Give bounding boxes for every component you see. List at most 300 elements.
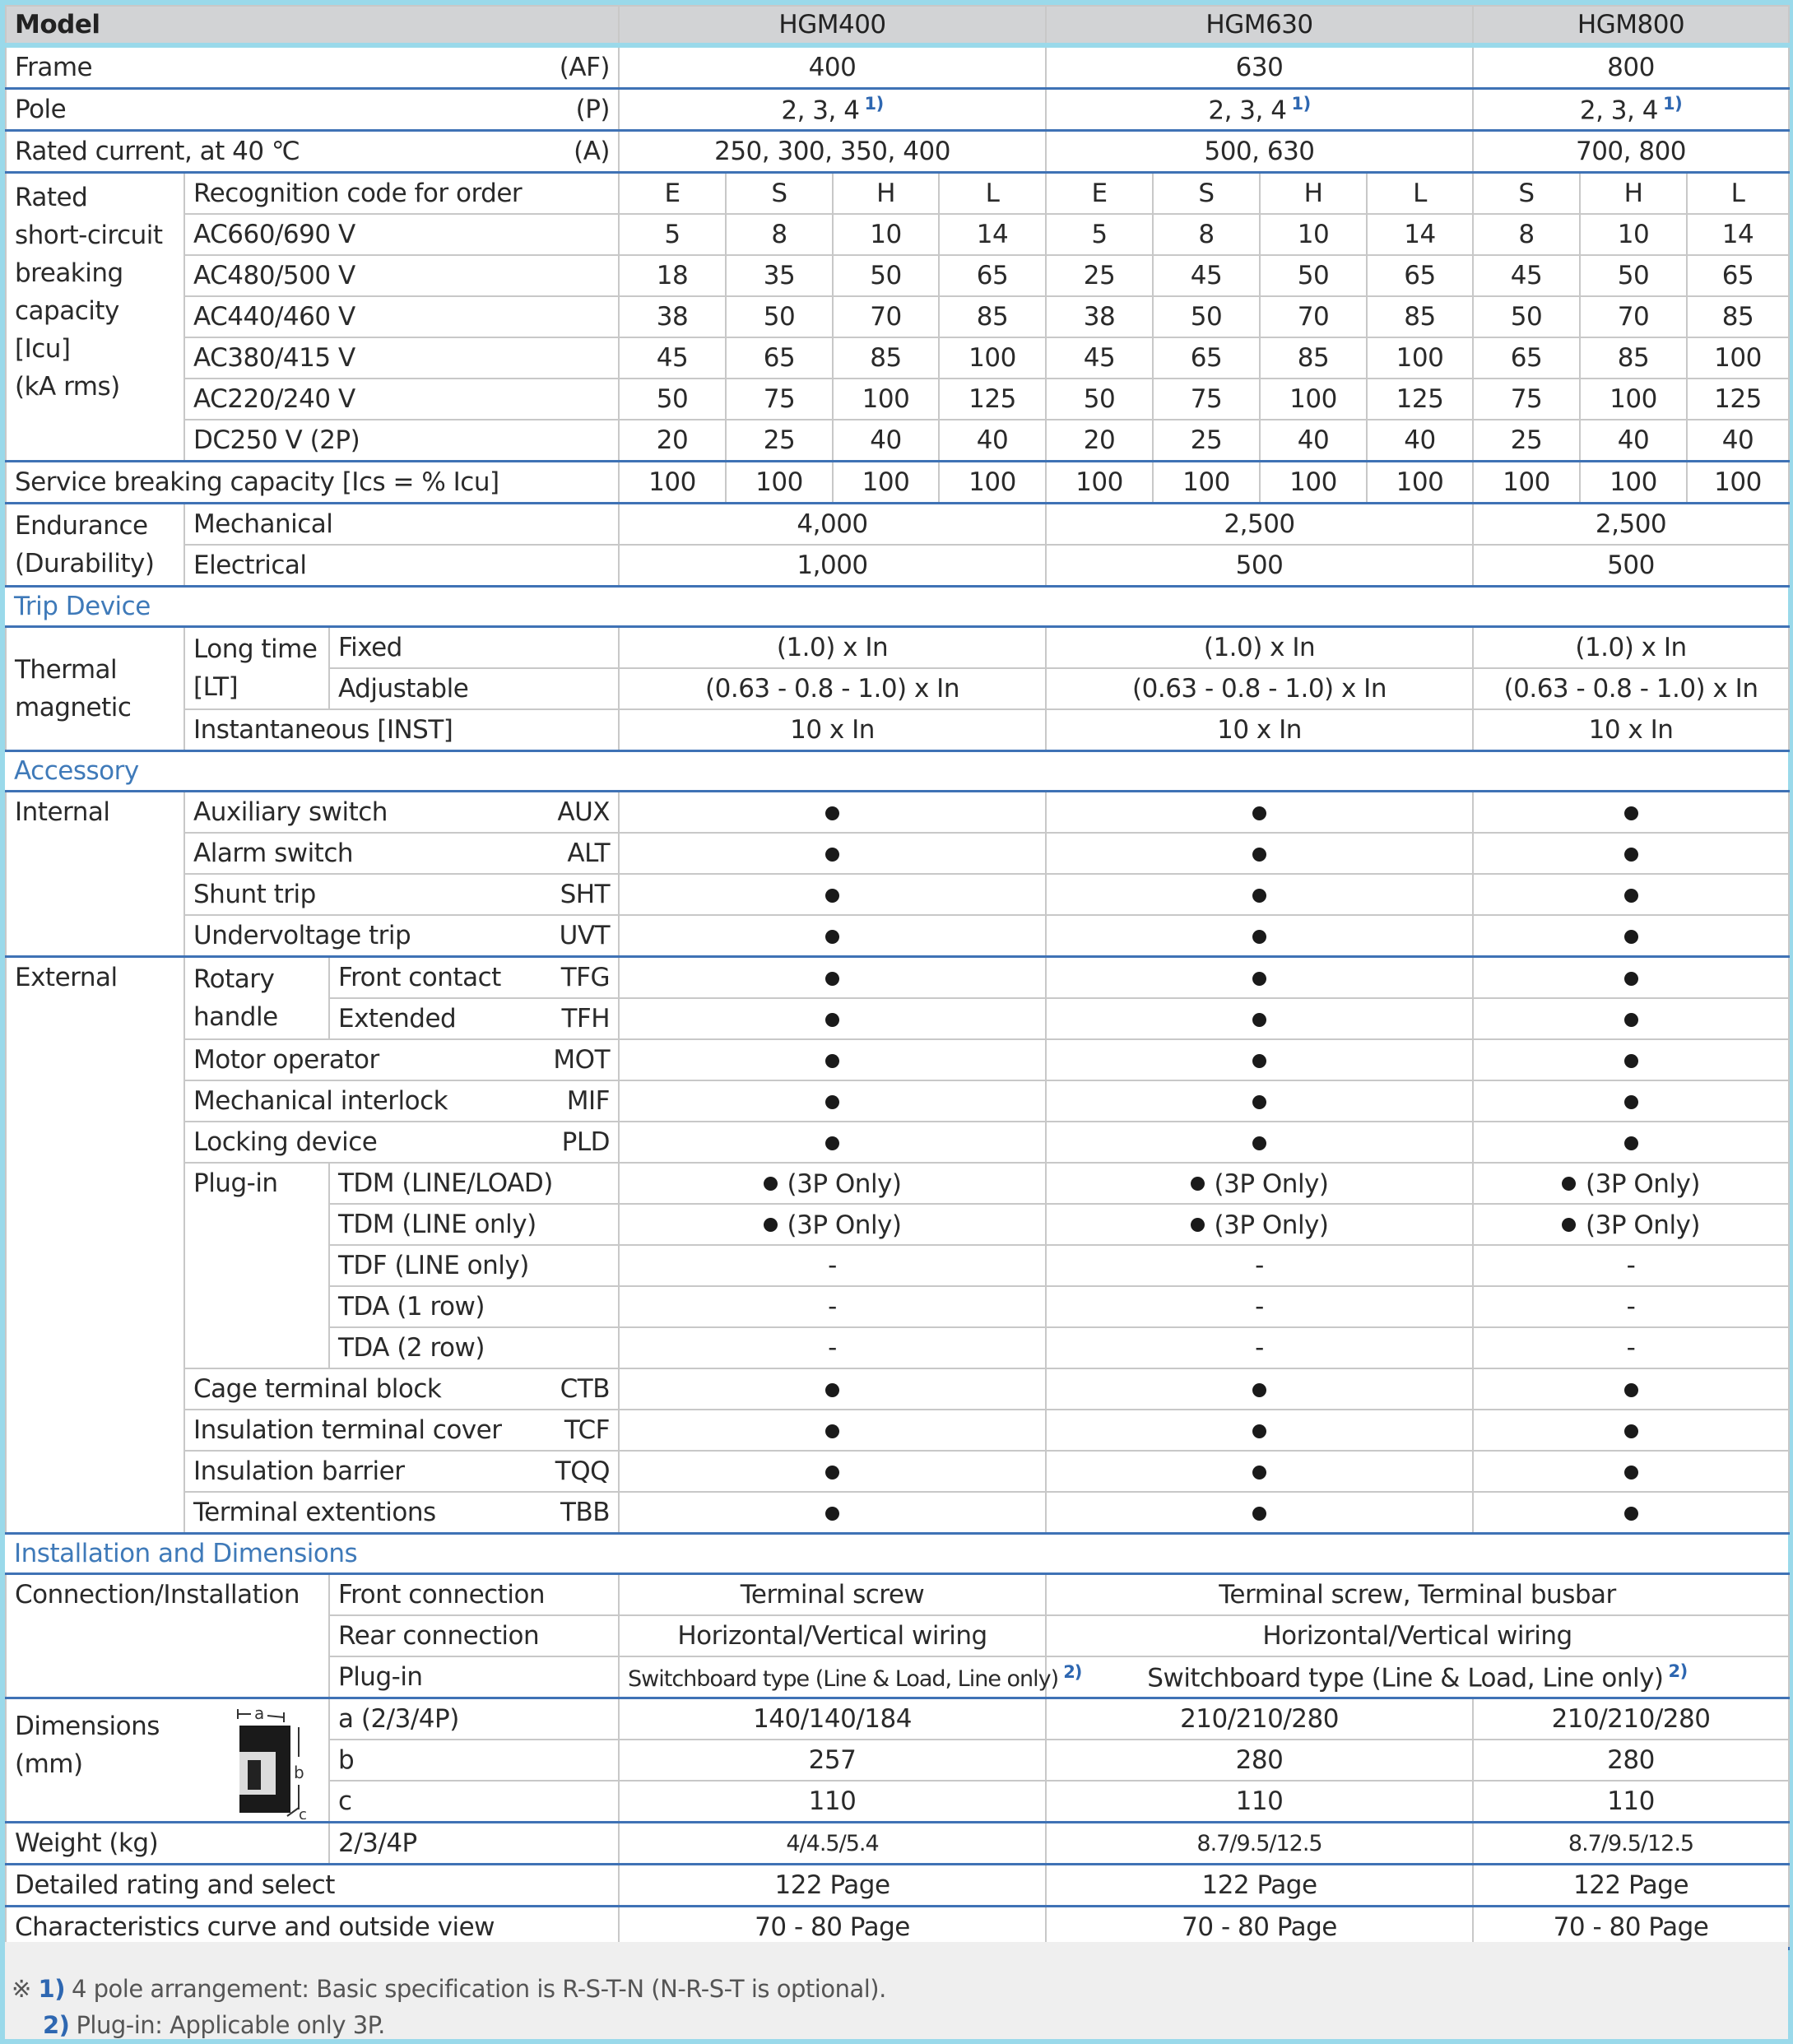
available-mark [619, 1368, 1046, 1410]
dim-a-hgm800: 210/210/280 [1473, 1698, 1789, 1740]
plugin-item-label: TDF (LINE only) [329, 1245, 619, 1286]
plugin-item-label: TDM (LINE/LOAD) [329, 1163, 619, 1204]
available-mark [1046, 1451, 1473, 1492]
accessory-row [6, 1368, 1789, 1410]
available-mark [1046, 792, 1473, 834]
voltage-label: AC220/240 V [184, 379, 619, 420]
filled-dot-icon [1624, 1424, 1638, 1438]
detailed-hgm630[interactable]: 122 Page [1046, 1865, 1473, 1907]
rated-current-hgm400: 250, 300, 350, 400 [619, 131, 1046, 173]
rated-current-unit: (A) [574, 137, 611, 166]
accessory-label: Mechanical interlock [193, 1086, 448, 1116]
dim-a-label: a (2/3/4P) [329, 1698, 619, 1740]
code-cell: S [1473, 173, 1580, 215]
filled-dot-icon [1624, 1383, 1638, 1397]
available-mark [619, 1492, 1046, 1534]
available-mark [1473, 998, 1789, 1039]
plugin-note: (3P Only) [1214, 1210, 1329, 1240]
icu-cell: 65 [1367, 255, 1473, 296]
code-cell: L [1367, 173, 1473, 215]
plugin-accessory-row [6, 1163, 1789, 1204]
code-cell: E [619, 173, 726, 215]
rated-current-hgm630: 500, 630 [1046, 131, 1473, 173]
detailed-hgm400[interactable]: 122 Page [619, 1865, 1046, 1907]
filled-dot-icon [825, 930, 839, 944]
accessory-code: TFH [561, 1004, 611, 1034]
breaking-row [6, 337, 1789, 379]
electrical-label: Electrical [184, 545, 619, 587]
icu-cell: 100 [939, 337, 1046, 379]
accessory-row [6, 1410, 1789, 1451]
weight-row [6, 1823, 1789, 1865]
rear-label: Rear connection [329, 1615, 619, 1656]
adjustable-hgm800: (0.63 - 0.8 - 1.0) x In [1473, 668, 1789, 709]
icu-cell: 125 [939, 379, 1046, 420]
filled-dot-icon [1252, 1095, 1266, 1109]
frame-row [6, 45, 1789, 89]
header-row [6, 6, 1789, 45]
icu-cell: 85 [1260, 337, 1367, 379]
breaking-group-label: Rated short-circuit breaking capacity [Icu] (kA rms) [6, 173, 184, 462]
available-mark [619, 792, 1046, 834]
dim-b-hgm630: 280 [1046, 1740, 1473, 1781]
filled-dot-icon [1624, 1507, 1638, 1521]
dim-a-hgm400: 140/140/184 [619, 1698, 1046, 1740]
icu-cell: 45 [619, 337, 726, 379]
long-time-label: Long time [LT] [184, 627, 329, 710]
available-mark [1046, 1410, 1473, 1451]
accessory-label: Auxiliary switch [193, 797, 388, 827]
icu-cell: 100 [1260, 379, 1367, 420]
accessory-code: TBB [560, 1498, 611, 1527]
dim-a-hgm630: 210/210/280 [1046, 1698, 1473, 1740]
filled-dot-icon [1562, 1218, 1576, 1232]
code-cell: H [1580, 173, 1687, 215]
mechanical-hgm800: 2,500 [1473, 504, 1789, 546]
not-available-dash: - [619, 1327, 1046, 1368]
accessory-code: CTB [560, 1374, 611, 1404]
filled-dot-icon [1624, 1054, 1638, 1068]
footnote-ref-2: 2) [1668, 1661, 1688, 1681]
icu-cell: 25 [1046, 255, 1153, 296]
weight-label: Weight (kg) [6, 1823, 329, 1865]
filled-dot-icon [1252, 1013, 1266, 1027]
icu-cell: 50 [1153, 296, 1260, 337]
available-mark [1473, 1080, 1789, 1122]
section-accessory [6, 751, 1789, 792]
available-mark [1473, 792, 1789, 834]
dim-c-hgm800: 110 [1473, 1781, 1789, 1823]
service-row [6, 462, 1789, 504]
code-cell: S [1153, 173, 1260, 215]
icu-cell: 20 [619, 420, 726, 462]
icu-cell: 100 [1580, 379, 1687, 420]
service-cell: 100 [1580, 462, 1687, 504]
icu-cell: 40 [833, 420, 939, 462]
front-connection-row [6, 1574, 1789, 1616]
accessory-label: Alarm switch [193, 839, 354, 868]
filled-dot-icon [1624, 889, 1638, 903]
icu-cell: 65 [1687, 255, 1789, 296]
not-available-dash: - [1046, 1245, 1473, 1286]
available-mark [619, 1039, 1046, 1080]
trip-instantaneous-row [6, 709, 1789, 751]
dimensions-cell [6, 1698, 329, 1823]
electrical-hgm630: 500 [1046, 545, 1473, 587]
breaking-row [6, 420, 1789, 462]
weight-hgm800: 8.7/9.5/12.5 [1473, 1823, 1789, 1865]
external-label: External [6, 957, 184, 1534]
filled-dot-icon [1624, 1013, 1638, 1027]
fixed-label: Fixed [329, 627, 619, 669]
available-mark [619, 1080, 1046, 1122]
accessory-code: PLD [561, 1127, 611, 1157]
filled-dot-icon [825, 848, 839, 862]
not-available-dash: - [1473, 1286, 1789, 1327]
voltage-label: AC660/690 V [184, 214, 619, 255]
front-hgm630-800: Terminal screw, Terminal busbar [1046, 1574, 1789, 1616]
filled-dot-icon [825, 1466, 839, 1480]
detailed-hgm800[interactable]: 122 Page [1473, 1865, 1789, 1907]
voltage-label: AC380/415 V [184, 337, 619, 379]
accessory-label: Insulation terminal cover [193, 1415, 502, 1445]
plugin-note: (3P Only) [1586, 1168, 1700, 1199]
plugin-label: Plug-in [329, 1656, 619, 1698]
model-hgm800: HGM800 [1473, 6, 1789, 45]
service-cell: 100 [1687, 462, 1789, 504]
filled-dot-icon [1252, 806, 1266, 820]
accessory-code: MIF [566, 1086, 611, 1116]
not-available-dash: - [619, 1286, 1046, 1327]
mechanical-hgm630: 2,500 [1046, 504, 1473, 546]
icu-cell: 50 [833, 255, 939, 296]
icu-cell: 45 [1153, 255, 1260, 296]
curve-hgm800[interactable]: 70 - 80 Page [1473, 1907, 1789, 1949]
plugin-note: (3P Only) [1586, 1210, 1700, 1240]
code-cell: E [1046, 173, 1153, 215]
frame-hgm400: 400 [619, 45, 1046, 89]
available-mark [1046, 915, 1473, 957]
electrical-hgm400: 1,000 [619, 545, 1046, 587]
code-label: Recognition code for order [184, 173, 619, 215]
rotary-handle-label: Rotary handle [184, 957, 329, 1040]
icu-cell: 5 [619, 214, 726, 255]
frame-hgm630: 630 [1046, 45, 1473, 89]
icu-cell: 40 [1367, 420, 1473, 462]
service-cell: 100 [1473, 462, 1580, 504]
available-mark [1473, 957, 1789, 999]
icu-cell: 50 [1046, 379, 1153, 420]
service-cell: 100 [833, 462, 939, 504]
filled-dot-icon [825, 1095, 839, 1109]
icu-cell: 100 [1687, 337, 1789, 379]
filled-dot-icon [1624, 930, 1638, 944]
not-available-dash: - [1046, 1286, 1473, 1327]
fixed-hgm800: (1.0) x In [1473, 627, 1789, 669]
fixed-hgm400: (1.0) x In [619, 627, 1046, 669]
code-cell: L [1687, 173, 1789, 215]
filled-dot-icon [1191, 1218, 1205, 1232]
icu-cell: 20 [1046, 420, 1153, 462]
filled-dot-icon [1624, 806, 1638, 820]
available-mark [619, 957, 1046, 999]
dim-c-marker: c [299, 1806, 307, 1819]
footnotes [5, 1942, 1788, 2039]
accessory-row [6, 833, 1789, 874]
footnote-ref-1: 1) [1662, 93, 1683, 114]
service-label: Service breaking capacity [Ics = % Icu] [6, 462, 619, 504]
voltage-label: DC250 V (2P) [184, 420, 619, 462]
endurance-electrical-row [6, 545, 1789, 587]
icu-cell: 14 [939, 214, 1046, 255]
frame-hgm800: 800 [1473, 45, 1789, 89]
dim-a-row [6, 1698, 1789, 1740]
accessory-row [6, 792, 1789, 834]
available-mark [619, 915, 1046, 957]
available-mark [619, 1122, 1046, 1163]
section-title: Trip Device [6, 587, 1789, 627]
icu-cell: 38 [619, 296, 726, 337]
available-mark [1473, 1451, 1789, 1492]
plugin-note: (3P Only) [1214, 1168, 1329, 1199]
available-mark [1046, 957, 1473, 999]
icu-cell: 18 [619, 255, 726, 296]
pole-hgm800: 2, 3, 4 [1579, 95, 1658, 126]
icu-cell: 8 [726, 214, 833, 255]
filled-dot-icon [825, 1507, 839, 1521]
icu-cell: 45 [1046, 337, 1153, 379]
accessory-row [6, 1122, 1789, 1163]
weight-hgm630: 8.7/9.5/12.5 [1046, 1823, 1473, 1865]
filled-dot-icon [1252, 1136, 1266, 1150]
filled-dot-icon [1252, 889, 1266, 903]
filled-dot-icon [1624, 972, 1638, 986]
icu-cell: 25 [1473, 420, 1580, 462]
accessory-label: Extended [338, 1004, 457, 1034]
model-hgm630: HGM630 [1046, 6, 1473, 45]
plugin-item-label: TDA (2 row) [329, 1327, 619, 1368]
curve-hgm630[interactable]: 70 - 80 Page [1046, 1907, 1473, 1949]
plugin-note: (3P Only) [787, 1168, 902, 1199]
endurance-mechanical-row [6, 504, 1789, 546]
filled-dot-icon [825, 1013, 839, 1027]
icu-cell: 40 [1580, 420, 1687, 462]
fixed-hgm630: (1.0) x In [1046, 627, 1473, 669]
filled-dot-icon [825, 1424, 839, 1438]
frame-label: Frame [15, 53, 93, 82]
not-available-dash: - [619, 1245, 1046, 1286]
accessory-code: SHT [560, 880, 611, 909]
instantaneous-hgm630: 10 x In [1046, 709, 1473, 751]
filled-dot-icon [825, 1136, 839, 1150]
filled-dot-icon [1624, 1466, 1638, 1480]
section-trip-device [6, 587, 1789, 627]
dim-c-label: c [329, 1781, 619, 1823]
icu-cell: 100 [1367, 337, 1473, 379]
available-mark [1473, 1368, 1789, 1410]
available-mark [1473, 874, 1789, 915]
accessory-label: Front contact [338, 963, 501, 992]
accessory-row [6, 874, 1789, 915]
available-mark [619, 998, 1046, 1039]
service-cell: 100 [619, 462, 726, 504]
rated-current-hgm800: 700, 800 [1473, 131, 1789, 173]
icu-cell: 85 [1687, 296, 1789, 337]
icu-cell: 85 [833, 337, 939, 379]
filled-dot-icon [825, 806, 839, 820]
accessory-row [6, 957, 1789, 999]
accessory-row [6, 1451, 1789, 1492]
icu-cell: 10 [833, 214, 939, 255]
section-title: Installation and Dimensions [6, 1534, 1789, 1574]
service-cell: 100 [939, 462, 1046, 504]
filled-dot-icon [1252, 1424, 1266, 1438]
breaking-row [6, 296, 1789, 337]
trip-fixed-row [6, 627, 1789, 669]
rated-current-label: Rated current, at 40 ℃ [15, 137, 300, 166]
service-cell: 100 [1153, 462, 1260, 504]
icu-cell: 10 [1260, 214, 1367, 255]
accessory-code: TCF [564, 1415, 611, 1445]
accessory-row [6, 1080, 1789, 1122]
accessory-label: Cage terminal block [193, 1374, 442, 1404]
filled-dot-icon [825, 889, 839, 903]
footnote-2: 2) Plug-in: Applicable only 3P. [43, 2011, 385, 2039]
filled-dot-icon [1252, 1507, 1266, 1521]
accessory-row [6, 1039, 1789, 1080]
footnote-1: ※ 1) 4 pole arrangement: Basic specification is R-S-T-N (N-R-S-T is optional). [12, 1975, 886, 2003]
icu-cell: 40 [939, 420, 1046, 462]
plugin-hgm630-800: Switchboard type (Line & Load, Line only) [1147, 1663, 1664, 1693]
frame-unit: (AF) [559, 53, 611, 82]
footnote-ref-2: 2) [1063, 1662, 1082, 1682]
filled-dot-icon [1252, 848, 1266, 862]
weight-hgm400: 4/4.5/5.4 [619, 1823, 1046, 1865]
adjustable-hgm400: (0.63 - 0.8 - 1.0) x In [619, 668, 1046, 709]
filled-dot-icon [1252, 1054, 1266, 1068]
filled-dot-icon [764, 1218, 778, 1232]
available-mark [1473, 1492, 1789, 1534]
accessory-code: TQQ [555, 1456, 611, 1486]
pole-hgm630: 2, 3, 4 [1208, 95, 1287, 126]
mechanical-label: Mechanical [184, 504, 619, 546]
front-label: Front connection [329, 1574, 619, 1616]
voltage-label: AC480/500 V [184, 255, 619, 296]
instantaneous-hgm800: 10 x In [1473, 709, 1789, 751]
breaker-dimension-icon [233, 1704, 319, 1819]
icu-cell: 65 [939, 255, 1046, 296]
icu-cell: 125 [1687, 379, 1789, 420]
available-mark [1046, 1039, 1473, 1080]
code-cell: H [833, 173, 939, 215]
icu-cell: 65 [1473, 337, 1580, 379]
icu-cell: 50 [1580, 255, 1687, 296]
breaking-row [6, 379, 1789, 420]
filled-dot-icon [825, 1383, 839, 1397]
filled-dot-icon [1252, 1466, 1266, 1480]
dim-b-hgm400: 257 [619, 1740, 1046, 1781]
available-mark [1473, 1410, 1789, 1451]
icu-cell: 50 [726, 296, 833, 337]
icu-cell: 14 [1687, 214, 1789, 255]
icu-cell: 40 [1260, 420, 1367, 462]
footnote-ref-1: 1) [1291, 93, 1311, 114]
detailed-row [6, 1865, 1789, 1907]
accessory-label: Motor operator [193, 1045, 379, 1075]
adjustable-label: Adjustable [329, 668, 619, 709]
reference-mark: ※ [12, 1975, 31, 2003]
icu-cell: 5 [1046, 214, 1153, 255]
curve-hgm400[interactable]: 70 - 80 Page [619, 1907, 1046, 1949]
icu-cell: 100 [833, 379, 939, 420]
filled-dot-icon [825, 972, 839, 986]
mechanical-hgm400: 4,000 [619, 504, 1046, 546]
service-cell: 100 [1367, 462, 1473, 504]
icu-cell: 65 [1153, 337, 1260, 379]
dim-c-hgm400: 110 [619, 1781, 1046, 1823]
footnote-ref-1: 1) [864, 93, 884, 114]
filled-dot-icon [1624, 1095, 1638, 1109]
accessory-body [6, 792, 1789, 1534]
plugin-group-label: Plug-in [184, 1163, 329, 1368]
accessory-label: Terminal extentions [193, 1498, 436, 1527]
icu-cell: 125 [1367, 379, 1473, 420]
dim-b-hgm800: 280 [1473, 1740, 1789, 1781]
plugin-item-label: TDM (LINE only) [329, 1204, 619, 1245]
pole-row [6, 89, 1789, 131]
filled-dot-icon [764, 1177, 778, 1191]
electrical-hgm800: 500 [1473, 545, 1789, 587]
pole-label: Pole [15, 95, 67, 124]
icu-cell: 70 [1580, 296, 1687, 337]
breaking-row [6, 255, 1789, 296]
not-available-dash: - [1046, 1327, 1473, 1368]
instantaneous-hgm400: 10 x In [619, 709, 1046, 751]
icu-cell: 50 [1473, 296, 1580, 337]
accessory-label: Insulation barrier [193, 1456, 405, 1486]
model-hgm400: HGM400 [619, 6, 1046, 45]
icu-cell: 70 [1260, 296, 1367, 337]
accessory-code: ALT [567, 839, 611, 868]
available-mark [1046, 1368, 1473, 1410]
detailed-label: Detailed rating and select [6, 1865, 619, 1907]
pole-hgm400: 2, 3, 4 [781, 95, 860, 126]
thermal-magnetic-label: Thermal magnetic [6, 627, 184, 751]
section-title: Accessory [6, 751, 1789, 792]
plugin-note: (3P Only) [787, 1210, 902, 1240]
rear-hgm630-800: Horizontal/Vertical wiring [1046, 1615, 1789, 1656]
available-mark [1046, 874, 1473, 915]
icu-cell: 8 [1473, 214, 1580, 255]
service-cell: 100 [726, 462, 833, 504]
filled-dot-icon [1624, 1136, 1638, 1150]
internal-label: Internal [6, 792, 184, 957]
icu-cell: 85 [1580, 337, 1687, 379]
dimensions-label: Dimensions (mm) [15, 1712, 160, 1779]
available-mark [1473, 1122, 1789, 1163]
plugin-item-label: TDA (1 row) [329, 1286, 619, 1327]
available-mark [619, 1410, 1046, 1451]
available-mark [1046, 998, 1473, 1039]
accessory-code: MOT [553, 1045, 611, 1075]
icu-cell: 50 [619, 379, 726, 420]
accessory-label: Undervoltage trip [193, 921, 411, 950]
icu-cell: 85 [1367, 296, 1473, 337]
code-row [6, 173, 1789, 215]
accessory-code: UVT [559, 921, 611, 950]
accessory-label: Locking device [193, 1127, 378, 1157]
icu-cell: 75 [726, 379, 833, 420]
